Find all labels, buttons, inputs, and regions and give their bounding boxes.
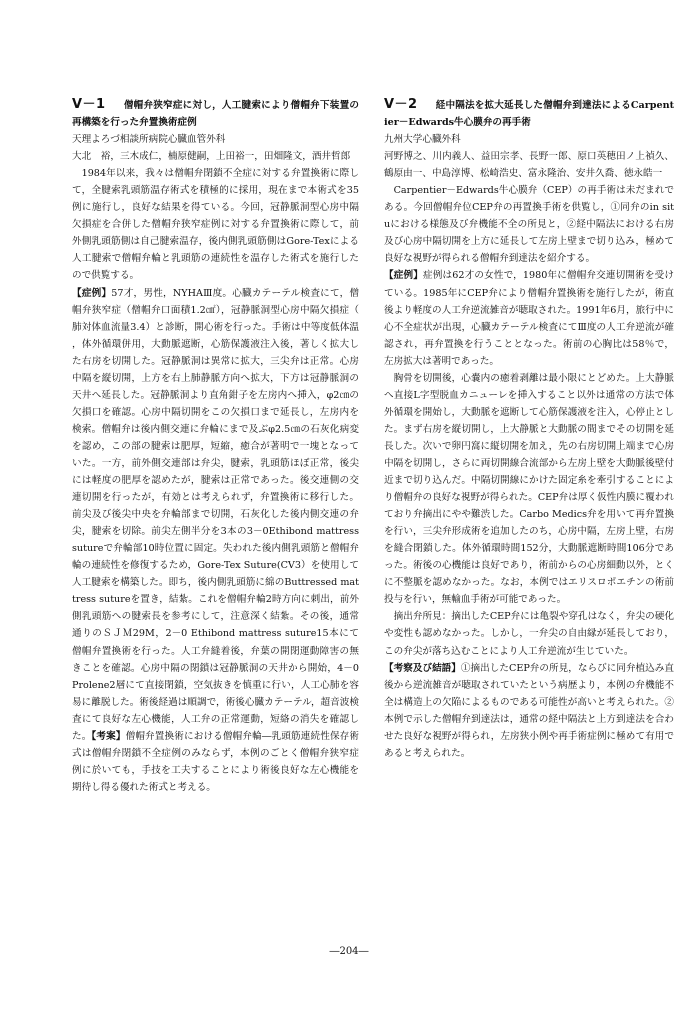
paragraph (384, 660, 674, 762)
paragraph: 胸骨を切開後，心嚢内の癒着剥離は最小限にとどめた。上大静脈へ直接L字型脱血カニューレを挿入すること以外は通常の方法で体外循環を開始し，大動脈を遮断して心筋保護液を注入，心停止とした。まず右房を縦切開し，上大静脈と大動脈の間までその切開を延長した。次いで卵円窩に縦切開を加え，先の右房切開上端まで心房中隔を切開し，さらに両切開線合流部から左房上壁を大動脈後壁付近まで切り込んだ。中隔切開線にかけた固定糸を牽引することにより僧帽弁の良好な視野が得られた。CEP弁は厚く仮性内膜に覆われており弁摘出にやや難渋した。Carbo Medics弁を用いて再弁置換を行い，三尖弁形成術を追加したのち，心房中隔，左房上壁，右房を縫合閉鎖した。体外循環時間152分，大動脈遮断時間106分であった。術後の心機能は良好であり，術前からの心房細動以外，とくに不整脈を認めなかった。なお，本例ではエリスロポエチンの術前投与を行い，無輸血手術が可能であった。 (384, 372, 674, 606)
paragraph-text: 僧帽弁置換術における僧帽弁輪―乳頭筋連続性保存術式は僧帽弁閉鎖不全症例のみならず，本例のごとく僧帽弁狭窄症例に於いても，手技を工夫することにより術後良好な左心機能を期待し得る優れた術式と考える。 (72, 730, 360, 793)
authors: 河野博之、川内義人、益田宗孝、長野一郎、原口英穂田ノ上禎久、鶴原由一、中島淳博、松崎浩史、富永隆治、安井久喬、徳永皓一 (384, 151, 674, 180)
paragraph (72, 285, 359, 796)
abstract-title: 経中隔法を拡大延長した僧帽弁到達法によるCarpentier－Edwards牛心膜弁の再手術 (384, 100, 674, 129)
section-label-discussion: 【考案】 (91, 730, 126, 742)
abstract-v1 (72, 96, 359, 796)
abstract-header (384, 96, 674, 131)
paragraph-text: 57才，男性，NYHAⅢ度。心臓カテーテル検査にて，僧帽弁狭窄症（僧帽弁口面積1.2㎠），冠静脈洞型心房中隔欠損症（肺対体血流量3.4）と診断，開心術を行った。手術は中等度低体温，体外循環併用，大動脈遮断，心筋保護液注入後，著しく拡大した右房を切開した。冠静脈洞は異常に拡大，三尖弁は正常。心房中隔を縦切開，上方を右上肺静脈方向へ拡大，下方は冠静脈洞の天井へ延長した。冠静脈洞より直角鉗子を左房内へ挿入，φ2㎝の欠損口を確認。心房中隔切開をこの欠損口まで延長し，左房内を検索。僧帽弁は後内側交連に弁輪にまで及ぶφ2.5㎝の石灰化病変を認め，この部の腱索は肥厚，短縮，癒合が著明で一塊となっていた。一方，前外側交連部は弁尖，腱索，乳頭筋ほぼ正常，後尖には軽度の肥厚を認めたが，腱索は正常であった。後交連側の交連切開を行ったが，有効とは考えられず，弁置換術に移行した。前尖及び後尖中央を弁輪部まで切開，石灰化した後内側交連の弁尖，腱索を切除。前尖左側半分を3本の3－0Ethibond mattress sutureで弁輪部10時位置に固定。失われた後内側乳頭筋と僧帽弁輪の連続性を修復するため，Gore-Tex Suture(CV3）を使用して人工腱索を構築した。即ち，後内側乳頭筋に綿のButtressed mattress sutureを置き，結紮。これを僧帽弁輪2時方向に刺出，前外側乳頭筋への腱索長を参考にして，注意深く結紮。その後，通常通りのＳＪＭ29M，2－0 Ethibond mattress suture15本にて僧帽弁置換術を行った。人工弁縫着後，弁葉の開閉運動障害の無きことを確認。心房中隔の閉鎖は冠静脈洞の天井から開始，4－0 Prolene2層にて直接閉鎖，空気抜きを慎重に行い，人工心肺を容易に離脱した。術後経過は順調で，術後心臓カテーテル，超音波検査にて良好な左心機能，人工弁の正常運動，短絡の消失を確認した。 (72, 287, 360, 742)
paragraph-text: 症例は62才の女性で，1980年に僧帽弁交連切開術を受けている。1985年にCEP弁により僧帽弁置換術を施行したが，術直後より軽度の人工弁逆流雑音が聴取された。1991年6月，旅行中に心不全症状が出現，心臓カテーテル検査にてⅢ度の人工弁逆流が確認され，再弁置換を行うこととなった。術前の心胸比は58％で，左房拡大は著明であった。 (384, 270, 675, 367)
institution: 九州大学心臓外科 (384, 134, 461, 146)
paragraph: 1984年以来，我々は僧帽弁閉鎖不全症に対する弁置換術に際して，全腱索乳頭筋温存術式を積極的に採用，現在まで本術式を35例に施行し，良好な結果を得ている。今回，冠静脈洞型心房中隔欠損症を合併した僧帽弁狭窄症例に対する弁置換術に際して，前外側乳頭筋側は自己腱索温存，後内側乳頭筋側はGore-Texによる人工腱索で僧帽弁輪と乳頭筋の連続性を温存した術式を施行したので供覧する。 (72, 168, 359, 282)
abstract-code: V－1 (72, 97, 106, 112)
abstract-v2 (384, 96, 674, 762)
paragraph-text: ①摘出したCEP弁の所見，ならびに同弁植込み直後から逆流雑音が聴取されていたという病歴より，本例の弁機能不全は構造上の欠陥によるものである可能性が高いと考えられた。②本例で示した僧帽弁到達法は，通常の経中隔法と上方到達法を合わせた良好な視野が得られ，左房狭小例や再手術症例に極めて有用であると考えられた。 (384, 662, 674, 759)
paragraph (384, 267, 674, 369)
paragraph: 摘出弁所見：摘出したCEP弁には亀裂や穿孔はなく，弁尖の硬化や変性も認めなかった。しかし，一弁尖の自由縁が延長しており，この弁尖が落ち込むことにより人工弁逆流が生じていた。 (384, 611, 674, 657)
page-number: ―204― (329, 946, 369, 957)
authors: 大北 裕，三木成仁，楠原健嗣，上田裕一，田畑隆文，酒井哲郎 (72, 151, 351, 163)
institution: 天理よろづ相談所病院心臓血管外科 (72, 134, 226, 146)
paragraph: Carpentier－Edwards牛心膜弁（CEP）の再手術は未だまれである。今回僧帽弁位CEP弁の再置換手術を供覧し，①同弁のin situにおける様態及び弁機能不全の所見と，②経中隔法における右房及び心房中隔切開を上方に延長して左房上壁まで切り込み，極めて良好な視野が得られる僧帽弁到達法を紹介する。 (384, 185, 674, 265)
section-label-case: 【症例】 (72, 287, 112, 299)
abstract-title: 僧帽弁狭窄症に対し，人工腱索により僧帽弁下装置の再構築を行った弁置換術症例 (72, 100, 359, 129)
abstract-code: V－2 (384, 97, 418, 112)
section-label-conclusion: 【考察及び結語】 (384, 662, 461, 674)
abstract-header (72, 96, 359, 131)
section-label-case: 【症例】 (384, 270, 423, 282)
